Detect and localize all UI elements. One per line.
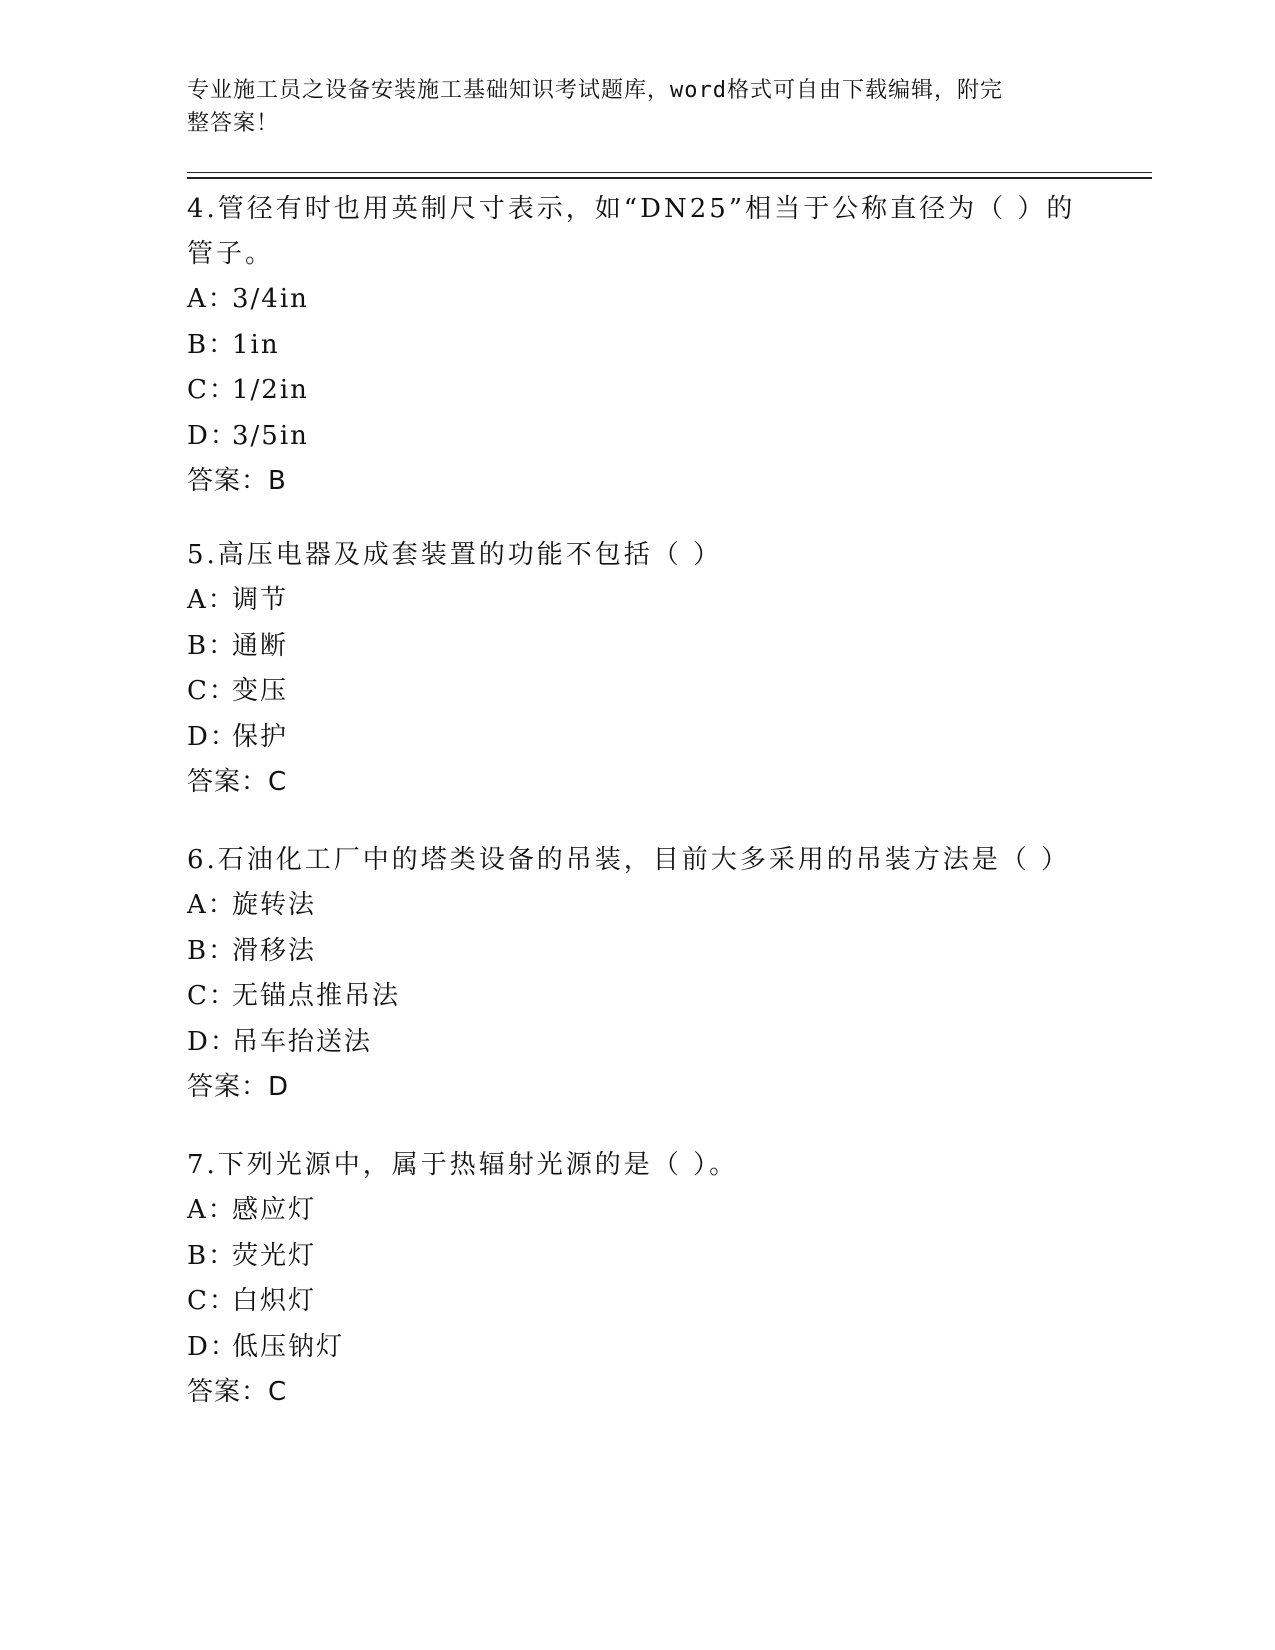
option-text: 感应灯 xyxy=(232,1195,317,1225)
option-letter: D： xyxy=(187,420,238,451)
question-stem xyxy=(187,1143,1087,1188)
option-text: 荧光灯 xyxy=(232,1240,317,1271)
option-text: 旋转法 xyxy=(232,890,317,920)
option-letter: B： xyxy=(187,935,237,966)
option-text: 变压 xyxy=(232,676,289,706)
option-a xyxy=(187,578,1087,624)
header-divider-top xyxy=(187,172,1152,173)
option-b xyxy=(187,624,1087,670)
option-letter: B： xyxy=(187,1240,237,1271)
option-text: 调节 xyxy=(232,585,289,615)
option-a xyxy=(187,883,1087,929)
document-header xyxy=(187,74,1067,140)
option-letter: B： xyxy=(187,630,237,661)
question-4 xyxy=(187,187,1087,504)
header-divider-bottom xyxy=(187,177,1152,179)
option-b xyxy=(187,1234,1087,1280)
answer-line: 答案：D xyxy=(187,1072,290,1102)
question-stem-line-1: 7.下列光源中，属于热辐射光源的是（ ）。 xyxy=(187,1150,739,1180)
option-c xyxy=(187,1279,1087,1325)
option-letter: C： xyxy=(187,1286,237,1316)
option-text: 低压钠灯 xyxy=(232,1331,345,1362)
option-text: 1/2in xyxy=(232,375,309,405)
option-d xyxy=(187,715,1087,761)
option-b xyxy=(187,929,1087,975)
question-stem-line-1: 4.管径有时也用英制尺寸表示，如“DN25”相当于公称直径为（ ）的 xyxy=(187,194,1076,224)
header-line-1: 专业施工员之设备安装施工基础知识考试题库，word格式可自由下载编辑，附完 xyxy=(187,78,1003,103)
option-d xyxy=(187,1325,1087,1371)
question-stem xyxy=(187,187,1087,277)
option-letter: A： xyxy=(187,890,236,920)
option-letter: D： xyxy=(187,721,238,752)
option-c xyxy=(187,669,1087,715)
option-letter: A： xyxy=(187,585,236,615)
option-d xyxy=(187,414,1087,460)
option-letter: A： xyxy=(187,284,236,314)
question-stem xyxy=(187,838,1087,883)
option-text: 吊车抬送法 xyxy=(232,1026,373,1057)
option-text: 3/5in xyxy=(232,420,309,451)
option-d xyxy=(187,1020,1087,1066)
option-text: 滑移法 xyxy=(232,935,317,966)
answer-line: 答案：C xyxy=(187,767,288,797)
answer-line: 答案：B xyxy=(187,466,287,496)
answer-line: 答案：C xyxy=(187,1377,288,1407)
option-a xyxy=(187,1188,1087,1234)
option-letter: D： xyxy=(187,1331,238,1362)
question-6 xyxy=(187,838,1087,1110)
option-a xyxy=(187,277,1087,323)
question-stem-line-1: 5.高压电器及成套装置的功能不包括（ ） xyxy=(187,540,723,570)
option-letter: C： xyxy=(187,375,237,405)
question-stem xyxy=(187,533,1087,578)
option-text: 1in xyxy=(232,329,280,360)
option-letter: C： xyxy=(187,676,237,706)
question-5 xyxy=(187,533,1087,805)
option-text: 保护 xyxy=(232,721,289,752)
option-b xyxy=(187,323,1087,369)
option-text: 白炽灯 xyxy=(232,1286,317,1316)
option-letter: B： xyxy=(187,329,237,360)
question-stem-line-1: 6.石油化工厂中的塔类设备的吊装，目前大多采用的吊装方法是（ ） xyxy=(187,845,1071,875)
option-text: 无锚点推吊法 xyxy=(232,981,401,1011)
option-letter: D： xyxy=(187,1026,238,1057)
option-c xyxy=(187,974,1087,1020)
option-letter: C： xyxy=(187,981,237,1011)
option-letter: A： xyxy=(187,1195,236,1225)
question-stem-line-2: 管子。 xyxy=(187,239,275,269)
option-c xyxy=(187,368,1087,414)
header-line-2: 整答案！ xyxy=(187,111,280,136)
option-text: 3/4in xyxy=(232,284,309,314)
option-text: 通断 xyxy=(232,630,289,661)
question-7 xyxy=(187,1143,1087,1415)
